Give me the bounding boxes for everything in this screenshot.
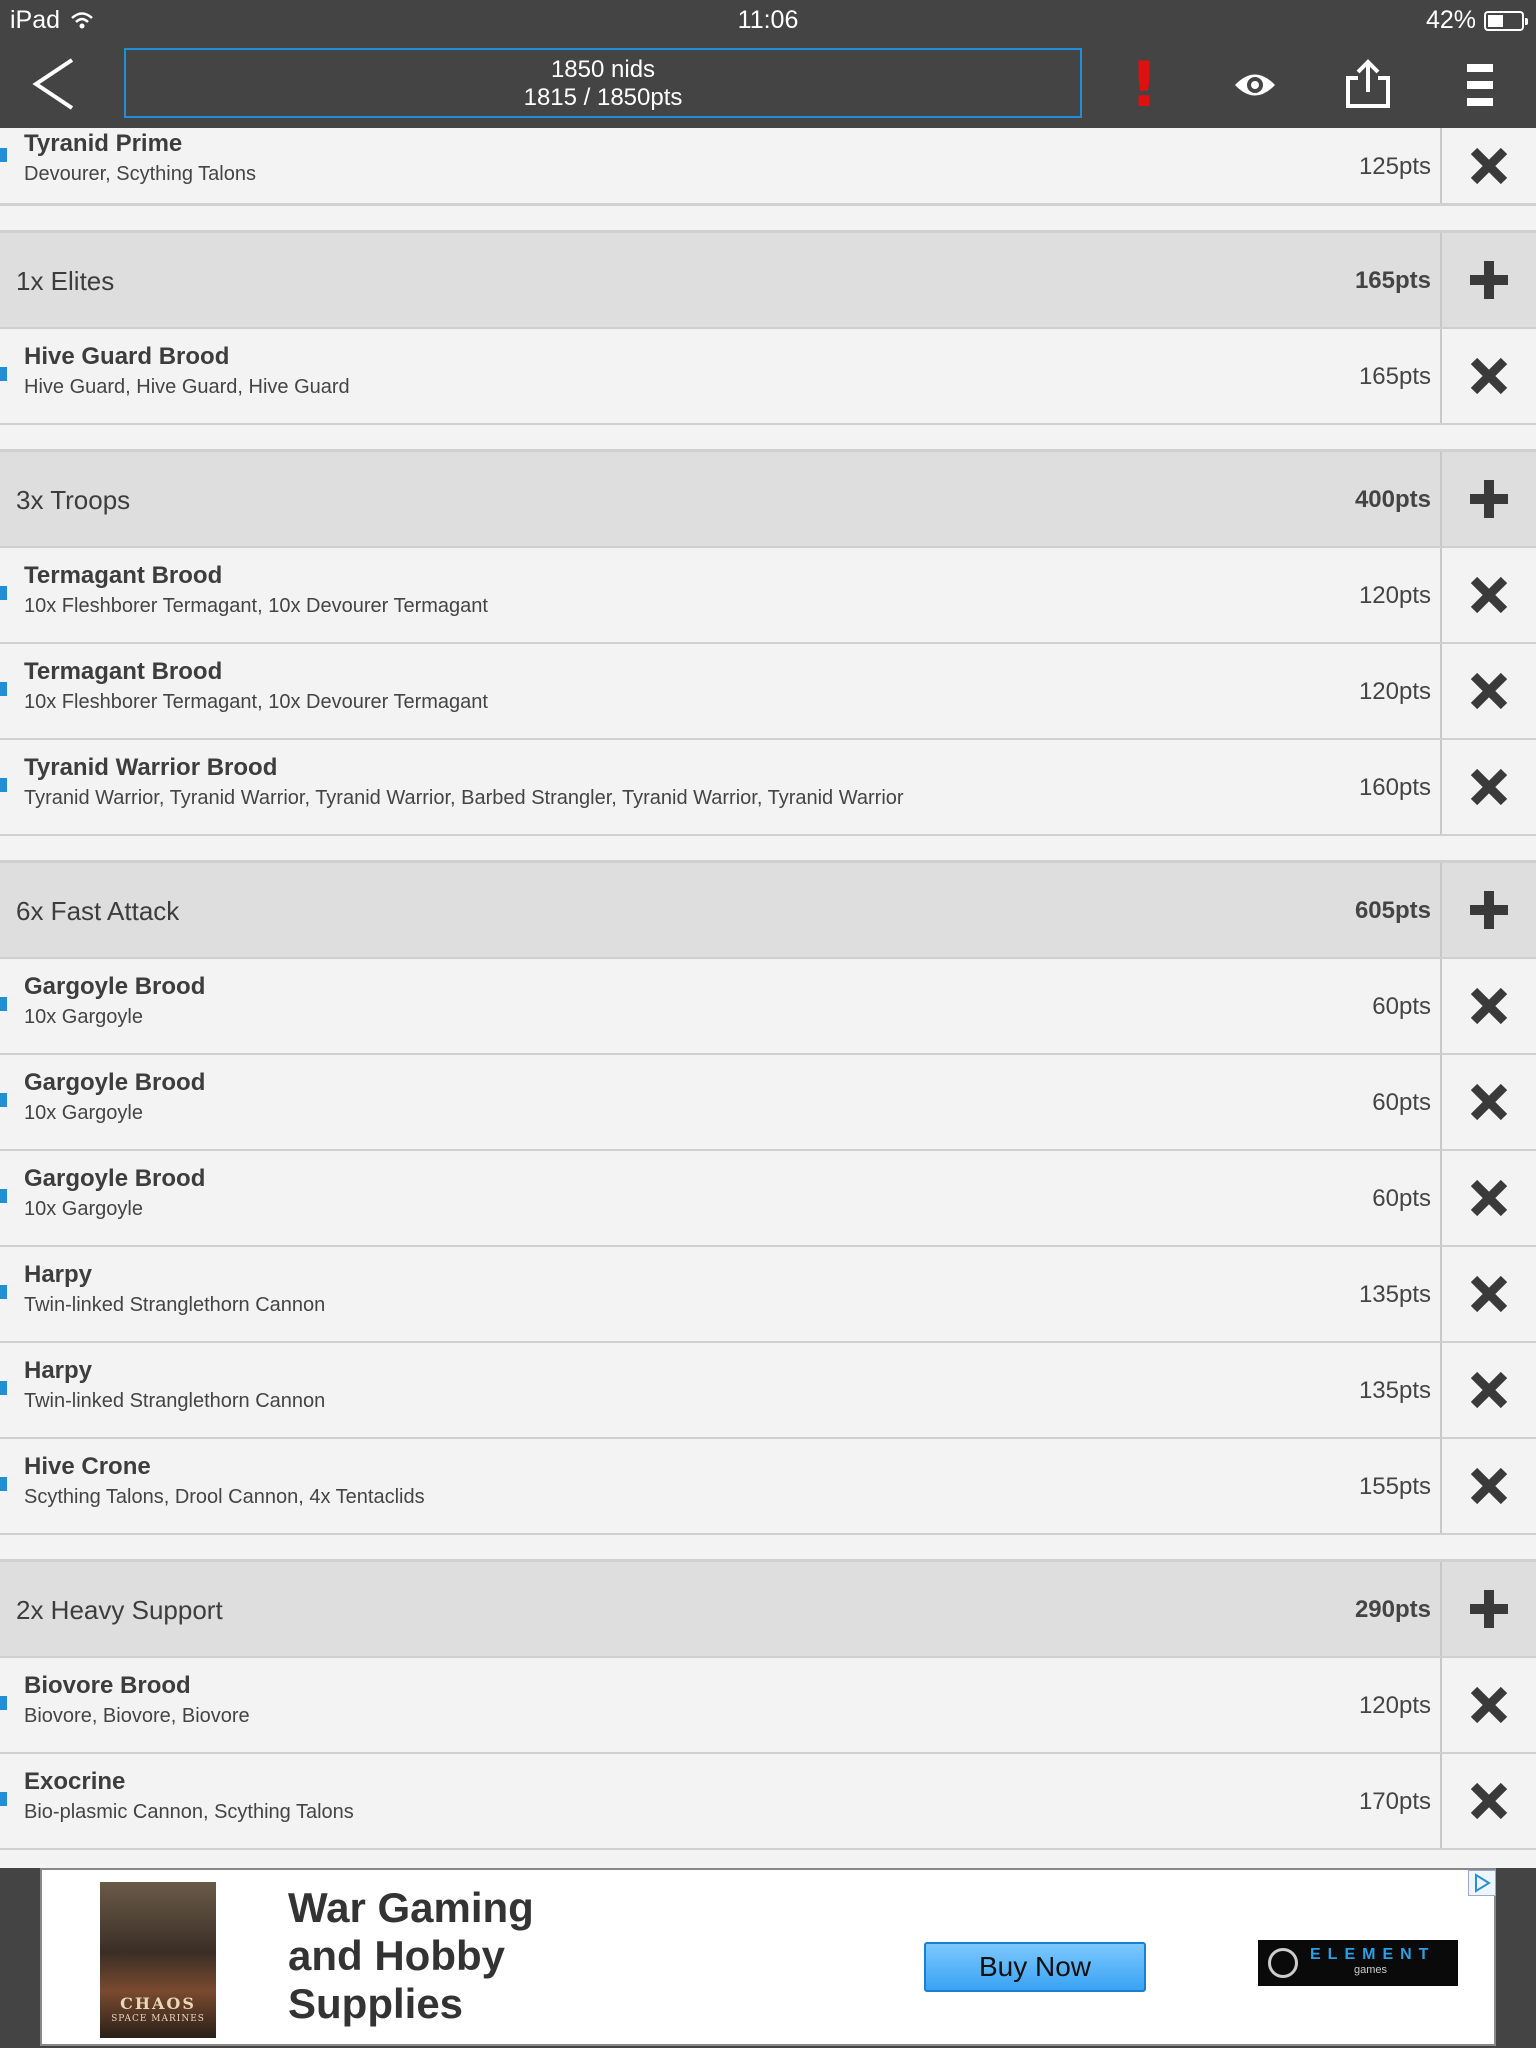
section-spacer [0, 425, 1536, 452]
selection-marker [0, 586, 7, 600]
close-icon [1469, 1178, 1509, 1218]
nav-bar [0, 42, 1536, 128]
section-spacer [0, 836, 1536, 863]
remove-button[interactable] [1440, 128, 1536, 203]
unit-name: Gargoyle Brood [24, 973, 206, 1000]
unit-points: 125pts [1358, 153, 1431, 180]
unit-name: Termagant Brood [24, 658, 223, 685]
close-icon [1469, 767, 1509, 807]
unit-points: 120pts [1358, 582, 1431, 609]
logo-brand: ELEMENT [1310, 1946, 1436, 1963]
close-icon [1469, 1466, 1509, 1506]
menu-icon[interactable] [1450, 56, 1510, 114]
add-unit-button[interactable] [1440, 452, 1536, 546]
unit-options: Twin-linked Stranglethorn Cannon [24, 1294, 326, 1316]
unit-row[interactable] [0, 1151, 1536, 1247]
selection-marker [0, 1696, 7, 1710]
plus-icon [1468, 1588, 1510, 1630]
unit-points: 60pts [1372, 1185, 1431, 1212]
section-header-elites [0, 233, 1536, 329]
warning-icon[interactable]: ! [1129, 48, 1159, 121]
unit-points: 120pts [1358, 1692, 1431, 1719]
unit-name: Hive Guard Brood [24, 343, 230, 370]
unit-name: Tyranid Prime [24, 130, 183, 157]
unit-points: 135pts [1358, 1281, 1431, 1308]
plus-icon [1468, 889, 1510, 931]
selection-marker [0, 997, 7, 1011]
remove-button[interactable] [1440, 644, 1536, 738]
selection-marker [0, 1189, 7, 1203]
unit-points: 135pts [1358, 1377, 1431, 1404]
eye-icon[interactable] [1225, 56, 1285, 114]
close-icon [1469, 1781, 1509, 1821]
remove-button[interactable] [1440, 1439, 1536, 1533]
add-unit-button[interactable] [1440, 1562, 1536, 1656]
unit-row[interactable] [0, 959, 1536, 1055]
unit-row[interactable] [0, 740, 1536, 836]
battery-percent: 42% [1425, 6, 1476, 34]
roster-title-box[interactable] [124, 48, 1082, 118]
selection-marker [0, 778, 7, 792]
unit-name: Gargoyle Brood [24, 1165, 206, 1192]
remove-button[interactable] [1440, 548, 1536, 642]
unit-points: 160pts [1358, 774, 1431, 801]
roster-points: 1815 / 1850pts [523, 84, 683, 111]
selection-marker [0, 367, 7, 381]
unit-options: Bio-plasmic Cannon, Scything Talons [24, 1801, 354, 1823]
back-button[interactable] [28, 54, 88, 114]
unit-row[interactable] [0, 1247, 1536, 1343]
status-right [1426, 6, 1524, 35]
unit-row[interactable] [0, 1343, 1536, 1439]
add-unit-button[interactable] [1440, 233, 1536, 327]
roster-list [0, 128, 1536, 1850]
ad-headline[interactable]: War Gaming and Hobby Supplies [288, 1884, 534, 2027]
unit-options: Biovore, Biovore, Biovore [24, 1705, 250, 1727]
share-icon[interactable] [1338, 56, 1398, 114]
adchoices-icon[interactable] [1468, 1870, 1496, 1896]
close-icon [1469, 1370, 1509, 1410]
status-time: 11:06 [737, 6, 799, 34]
unit-row[interactable] [0, 1439, 1536, 1535]
status-bar [0, 0, 1536, 42]
unit-options: Scything Talons, Drool Cannon, 4x Tentaclids [24, 1486, 425, 1508]
unit-points: 170pts [1358, 1788, 1431, 1815]
roster-name: 1850 nids [550, 56, 656, 83]
remove-button[interactable] [1440, 1151, 1536, 1245]
back-chevron-icon [36, 60, 72, 108]
remove-button[interactable] [1440, 1658, 1536, 1752]
section-points: 400pts [1354, 486, 1431, 513]
logo-brand-sub: games [1354, 1964, 1388, 1976]
unit-row[interactable] [0, 329, 1536, 425]
advertiser-logo[interactable] [1258, 1940, 1458, 1986]
unit-name: Biovore Brood [24, 1672, 191, 1699]
add-unit-button[interactable] [1440, 863, 1536, 957]
section-header-heavy-support [0, 1562, 1536, 1658]
ad-image-title: CHAOS [120, 1994, 196, 2013]
unit-row[interactable] [0, 128, 1536, 206]
unit-options: Hive Guard, Hive Guard, Hive Guard [24, 376, 350, 398]
close-icon [1469, 575, 1509, 615]
unit-name: Exocrine [24, 1768, 126, 1795]
remove-button[interactable] [1440, 959, 1536, 1053]
section-points: 290pts [1354, 1596, 1431, 1623]
logo-mark-icon [1268, 1948, 1298, 1978]
unit-row[interactable] [0, 1658, 1536, 1754]
selection-marker [0, 1381, 7, 1395]
unit-row[interactable] [0, 548, 1536, 644]
remove-button[interactable] [1440, 1343, 1536, 1437]
unit-options: 10x Fleshborer Termagant, 10x Devourer Termagant [24, 691, 488, 713]
unit-options: 10x Fleshborer Termagant, 10x Devourer Termagant [24, 595, 488, 617]
remove-button[interactable] [1440, 1754, 1536, 1848]
battery-icon [1484, 11, 1524, 31]
section-spacer [0, 206, 1536, 233]
remove-button[interactable] [1440, 1055, 1536, 1149]
remove-button[interactable] [1440, 740, 1536, 834]
unit-name: Harpy [24, 1261, 93, 1288]
selection-marker [0, 1093, 7, 1107]
ad-banner-area [0, 1868, 1536, 2048]
remove-button[interactable] [1440, 1247, 1536, 1341]
close-icon [1469, 1685, 1509, 1725]
selection-marker [0, 1792, 7, 1806]
close-icon [1469, 356, 1509, 396]
unit-row[interactable] [0, 1754, 1536, 1850]
close-icon [1469, 1274, 1509, 1314]
close-icon [1469, 1082, 1509, 1122]
unit-row[interactable] [0, 644, 1536, 740]
section-points: 605pts [1354, 897, 1431, 924]
unit-points: 155pts [1358, 1473, 1431, 1500]
buy-now-button[interactable]: Buy Now [924, 1942, 1146, 1992]
plus-icon [1468, 478, 1510, 520]
unit-name: Tyranid Warrior Brood [24, 754, 278, 781]
selection-marker [0, 1285, 7, 1299]
unit-name: Hive Crone [24, 1453, 151, 1480]
close-icon [1469, 986, 1509, 1026]
ad-product-image[interactable] [100, 1882, 216, 2038]
close-icon [1469, 146, 1509, 186]
section-title: 6x Fast Attack [16, 896, 180, 926]
unit-name: Harpy [24, 1357, 93, 1384]
close-icon [1469, 671, 1509, 711]
unit-options: Devourer, Scything Talons [24, 163, 256, 185]
plus-icon [1468, 259, 1510, 301]
remove-button[interactable] [1440, 329, 1536, 423]
section-header-troops [0, 452, 1536, 548]
section-header-fast-attack [0, 863, 1536, 959]
unit-points: 60pts [1372, 1089, 1431, 1116]
unit-points: 60pts [1372, 993, 1431, 1020]
unit-options: 10x Gargoyle [24, 1006, 143, 1028]
ad-banner[interactable] [40, 1868, 1496, 2046]
unit-points: 165pts [1358, 363, 1431, 390]
ad-image-subtitle: SPACE MARINES [111, 2014, 205, 2024]
section-points: 165pts [1354, 267, 1431, 294]
selection-marker [0, 1477, 7, 1491]
unit-options: Tyranid Warrior, Tyranid Warrior, Tyranid Warrior, Barbed Strangler, Tyranid Warrior, Tyranid Warrior [24, 787, 904, 809]
section-title: 1x Elites [16, 266, 115, 296]
unit-options: 10x Gargoyle [24, 1102, 143, 1124]
device-label: iPad [10, 6, 61, 34]
section-title: 2x Heavy Support [16, 1595, 223, 1625]
unit-points: 120pts [1358, 678, 1431, 705]
section-spacer [0, 1535, 1536, 1562]
unit-options: 10x Gargoyle [24, 1198, 143, 1220]
unit-name: Gargoyle Brood [24, 1069, 206, 1096]
unit-row[interactable] [0, 1055, 1536, 1151]
unit-options: Twin-linked Stranglethorn Cannon [24, 1390, 326, 1412]
selection-marker [0, 682, 7, 696]
section-title: 3x Troops [16, 485, 131, 515]
selection-marker [0, 148, 7, 162]
unit-name: Termagant Brood [24, 562, 223, 589]
